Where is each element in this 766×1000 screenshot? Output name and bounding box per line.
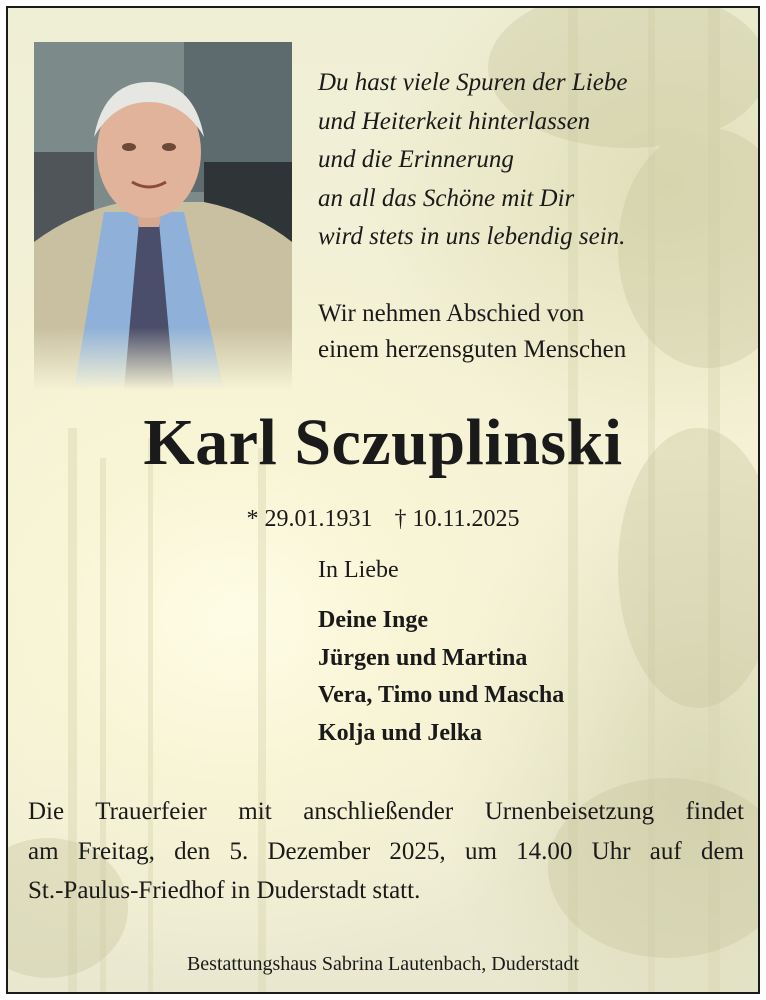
mourner-entry: Deine Inge <box>318 607 428 633</box>
farewell-text <box>318 296 738 368</box>
mourners-list <box>318 602 564 752</box>
verse-line: und die Erinnerung <box>318 146 514 173</box>
memorial-verse <box>318 64 738 257</box>
ceremony-line: Die Trauerfeier mit anschließender Urnenbeisetzung findet <box>28 798 744 825</box>
deceased-name: Karl Sczuplinski <box>143 406 623 479</box>
farewell-line: einem herzensguten Menschen <box>318 336 627 363</box>
funeral-home: Bestattungshaus Sabrina Lautenbach, Duderstadt <box>186 953 580 975</box>
mourner-entry: Vera, Timo und Mascha <box>318 682 565 708</box>
verse-line: und Heiterkeit hinterlassen <box>318 107 591 135</box>
verse-line: wird stets in uns lebendig sein. <box>318 223 626 250</box>
life-dates <box>8 503 758 535</box>
ceremony-line: am Freitag, den 5. Dezember 2025, um 14.00 Uhr auf dem <box>28 837 744 865</box>
love-line: In Liebe <box>318 557 399 583</box>
portrait-photo <box>34 42 292 390</box>
ceremony-notice <box>28 792 744 911</box>
obituary-card <box>6 6 760 994</box>
mourner-entry: Jürgen und Martina <box>318 644 528 671</box>
farewell-line: Wir nehmen Abschied von <box>318 300 585 327</box>
verse-line: an all das Schöne mit Dir <box>318 184 575 212</box>
verse-line: Du hast viele Spuren der Liebe <box>318 69 628 96</box>
death-date: † 10.11.2025 <box>394 506 520 532</box>
ceremony-line: St.-Paulus-Friedhof in Duderstadt statt. <box>28 877 421 904</box>
birth-date: * 29.01.1931 <box>246 506 373 532</box>
mourner-entry: Kolja und Jelka <box>318 719 483 746</box>
